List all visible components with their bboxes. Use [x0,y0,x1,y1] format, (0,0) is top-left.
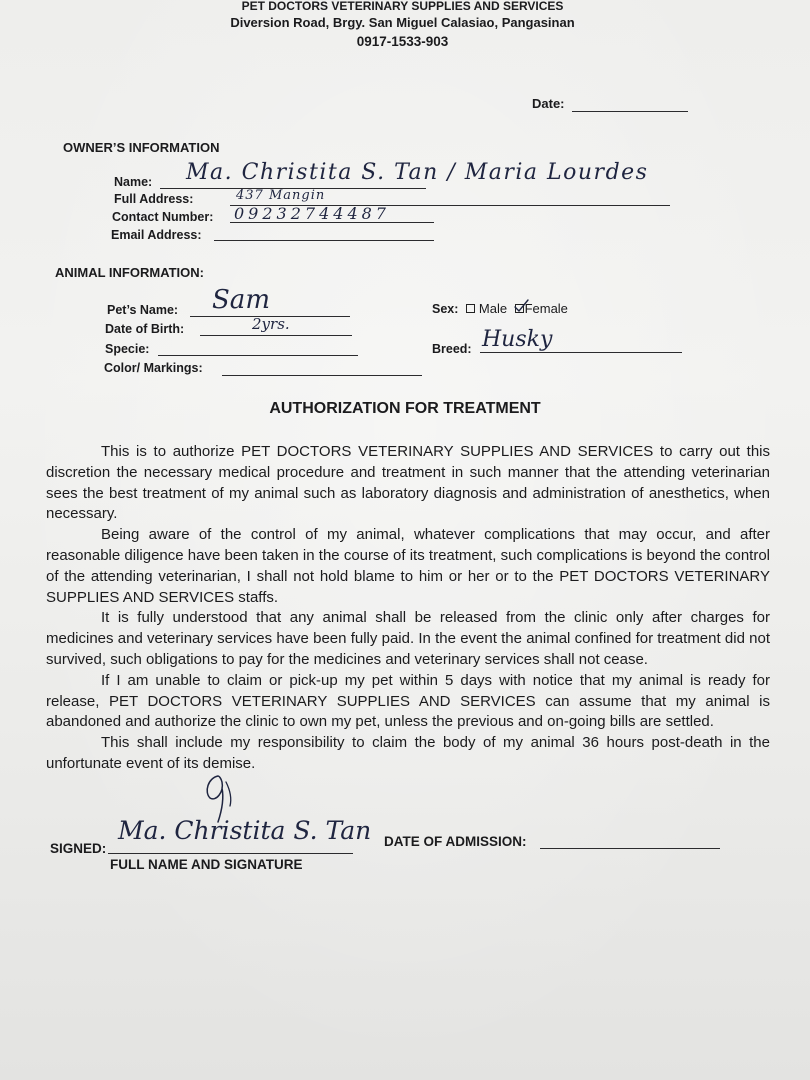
breed-line [480,352,682,353]
color-markings-label: Color/ Markings: [104,361,203,375]
authorization-title: AUTHORIZATION FOR TREATMENT [269,400,541,417]
owner-heading: OWNER’S INFORMATION [63,140,220,155]
sex-male-checkbox [466,304,475,313]
email-address-label: Email Address: [111,228,202,242]
email-address-line [214,240,434,241]
clinic-address: Diversion Road, Brgy. San Miguel Calasiao, Pangasinan [230,15,575,30]
authorization-paragraph: This shall include my responsibility to claim the body of my animal 36 hours post-death in the unfortunate event of its demise. [46,734,770,772]
full-address-value: 437 Mangin [236,188,326,203]
color-markings-line [222,375,422,376]
sex-label: Sex: [432,302,459,316]
check-icon [514,298,529,313]
specie-label: Specie: [105,342,150,356]
clinic-name: PET DOCTORS VETERINARY SUPPLIES AND SERVICES [241,0,564,13]
authorization-paragraph: If I am unable to claim or pick-up my pet within 5 days with notice that my animal is ready for release, PET DOCTORS VETERINARY SUPPLIES AND SERVICES can assume that my animal is abandoned and authorize the clinic to own my pet, unless the previous and on-going bills are settled. [46,671,770,731]
date-of-birth-label: Date of Birth: [105,322,185,336]
authorization-paragraph: This is to authorize PET DOCTORS VETERINARY SUPPLIES AND SERVICES to carry out this discretion the necessary medical procedure and treatment in such manner that the attending veterinarian sees the best treatment of my animal such as laboratory diagnosis and administration of anesthetics, when necessary. [46,443,770,523]
contact-number-label: Contact Number: [112,210,214,224]
specie-line [158,355,358,356]
authorization-paragraph: It is fully understood that any animal shall be released from the clinic only after charges for medicines and veterinary services have been fully paid. In the event the animal confined for treatment did not survived, such obligations to pay for the medicines and veterinary services shall not cease. [46,609,770,668]
date-line [572,111,688,112]
pet-name-label: Pet’s Name: [107,303,179,317]
name-label: Name: [114,175,153,189]
signed-label: SIGNED: [50,841,107,856]
date-of-birth-line [200,335,352,336]
authorization-body [46,442,770,775]
date-of-birth-value: 2yrs. [252,315,290,333]
signature-caption: FULL NAME AND SIGNATURE [110,857,303,872]
contact-number-value: 09232744487 [234,204,390,223]
authorization-paragraph: Being aware of the control of my animal, whatever complications that may occur, and after reasonable diligence have been taken in the course of its treatment, such complications is beyond the control of the attending veterinarian, I shall not hold blame to him or her or to the PET DOCTORS VETERINARY SUPPLIES AND SERVICES staffs. [46,526,770,606]
sex-female-checkbox [515,304,524,313]
sex-female-label: Female [524,301,568,316]
breed-label: Breed: [432,342,472,356]
date-of-admission-line [540,848,720,849]
animal-heading: ANIMAL INFORMATION: [55,265,204,280]
breed-value: Husky [482,327,553,352]
pet-name-value: Sam [212,285,270,315]
full-address-label: Full Address: [114,192,194,206]
date-of-admission-label: DATE OF ADMISSION: [384,834,527,849]
sex-male-label: Male [478,301,508,316]
clinic-phone: 0917-1533-903 [356,34,449,49]
sex-field [432,302,568,316]
signature-line [108,853,353,854]
date-label: Date: [532,96,565,111]
signature-value: Ma. Christita S. Tan [118,816,372,845]
name-value: Ma. Christita S. Tan / Maria Lourdes [186,160,649,185]
